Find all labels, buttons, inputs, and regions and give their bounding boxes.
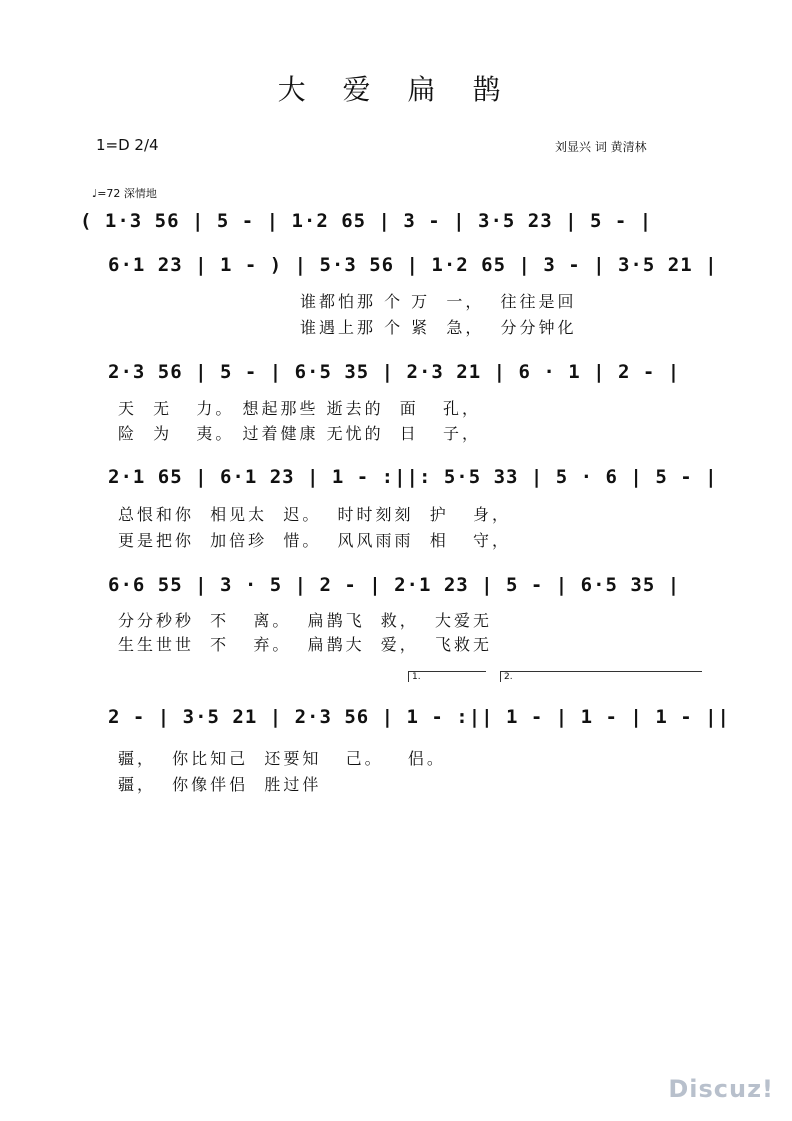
score-line-4: 2·1 65 | 6·1 23 | 1 - :||: 5·5 33 | 5 · 6 | 5 - |: [108, 466, 718, 488]
watermark: Discuz!: [668, 1075, 774, 1103]
lyric-line: 谁遇上那 个 紧 急， 分分钟化: [300, 318, 577, 337]
score-line-2: 6·1 23 | 1 - ) | 5·3 56 | 1·2 65 | 3 - | 3·5 21 |: [108, 254, 718, 276]
lyric-line: 疆， 你比知己 还要知 己。 侣。: [118, 749, 446, 768]
credits: 刘显兴 词 黄清林: [555, 140, 647, 154]
lyric-line: 更是把你 加倍珍 惜。 风风雨雨 相 守，: [118, 531, 511, 550]
score-line-6: 2 - | 3·5 21 | 2·3 56 | 1 - :|| 1 - | 1 - | 1 - ||: [108, 706, 730, 728]
volta-first: 1.: [408, 671, 486, 682]
lyric-line: 疆， 你像伴侣 胜过伴: [118, 775, 322, 794]
lyric-line: 天 无 力。 想起那些 逝去的 面 孔，: [118, 399, 482, 418]
tempo-marking: ♩=72 深情地: [92, 187, 157, 200]
song-title: 大 爱 扁 鹊: [277, 73, 515, 106]
lyric-line: 分分秒秒 不 离。 扁鹊飞 救， 大爱无: [118, 611, 492, 630]
lyric-line: 生生世世 不 弃。 扁鹊大 爱， 飞救无: [118, 635, 492, 654]
score-line-1: ( 1·3 56 | 5 - | 1·2 65 | 3 - | 3·5 23 | 5 - |: [80, 210, 653, 232]
score-line-5: 6·6 55 | 3 · 5 | 2 - | 2·1 23 | 5 - | 6·5 35 |: [108, 574, 681, 596]
volta-second: 2.: [500, 671, 702, 682]
score-line-3: 2·3 56 | 5 - | 6·5 35 | 2·3 21 | 6 · 1 | 2 - |: [108, 361, 681, 383]
lyric-line: 总恨和你 相见太 迟。 时时刻刻 护 身，: [118, 505, 511, 524]
key-signature: 1=D 2/4: [96, 136, 159, 154]
lyric-line: 险 为 夷。 过着健康 无忧的 日 子，: [118, 424, 482, 443]
lyric-line: 谁都怕那 个 万 一， 往往是回: [300, 292, 577, 311]
